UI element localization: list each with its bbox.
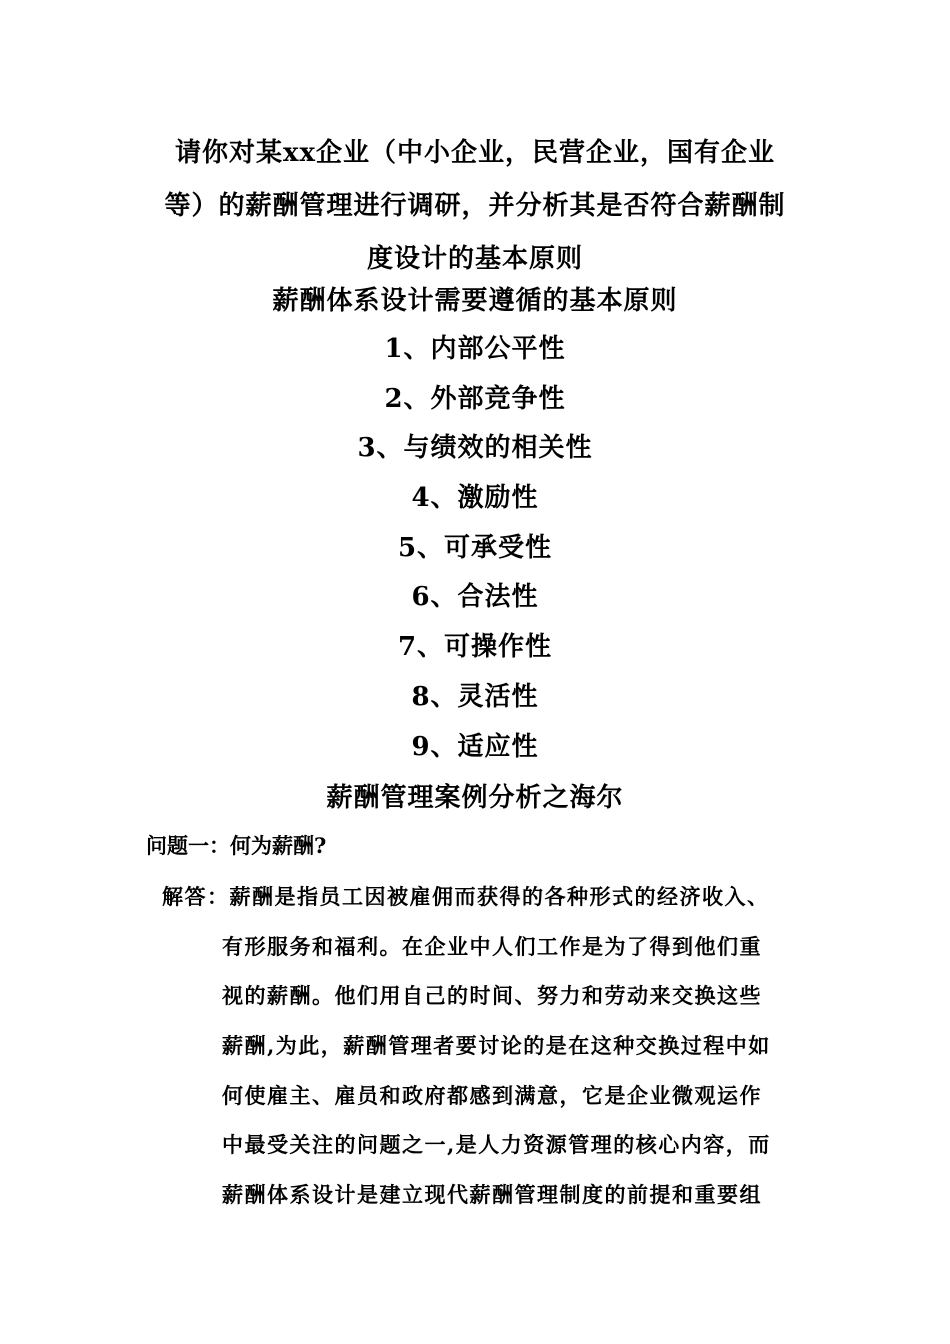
principles-list xyxy=(0,325,950,772)
principle-item: 9、适应性 xyxy=(411,731,539,762)
principle-item: 1、内部公平性 xyxy=(384,334,566,364)
answer-line: 薪酬体系设计是建立现代薪酬管理制度的前提和重要组 xyxy=(222,1182,762,1208)
answer-line: 视的薪酬。他们用自己的时间、努力和劳动来交换这些 xyxy=(222,983,762,1009)
principle-item: 6、合法性 xyxy=(411,582,539,613)
document-title xyxy=(140,127,810,286)
title-line: 请你对某xx企业（中小企业，民营企业，国有企业 xyxy=(174,138,775,168)
question-text: 问题一：何为薪酬? xyxy=(146,833,327,858)
answer-line: 何使雇主、雇员和政府都感到满意，它是企业微观运作 xyxy=(222,1082,762,1108)
answer-line: 有形服务和福利。在企业中人们工作是为了得到他们重 xyxy=(222,933,762,959)
title-line: 度设计的基本原则 xyxy=(366,244,583,274)
answer-line: 薪酬,为此，薪酬管理者要讨论的是在这种交换过程中如 xyxy=(222,1033,771,1059)
principle-item: 8、灵活性 xyxy=(411,681,539,712)
answer-line: 中最受关注的问题之一,是人力资源管理的核心内容，而 xyxy=(222,1132,771,1158)
principle-item: 2、外部竞争性 xyxy=(384,383,566,414)
case-heading: 薪酬管理案例分析之海尔 xyxy=(326,783,624,813)
answer-line: 解答：薪酬是指员工因被雇佣而获得的各种形式的经济收入、 xyxy=(162,884,770,909)
answer-paragraph xyxy=(162,877,842,1225)
principle-item: 5、可承受性 xyxy=(397,532,553,563)
title-line: 等）的薪酬管理进行调研，并分析其是否符合薪酬制 xyxy=(164,191,786,221)
principle-item: 4、激励性 xyxy=(411,483,539,514)
principle-item: 3、与绩效的相关性 xyxy=(357,433,593,464)
principles-heading: 薪酬体系设计需要遵循的基本原则 xyxy=(272,286,678,316)
principle-item: 7、可操作性 xyxy=(397,632,553,663)
